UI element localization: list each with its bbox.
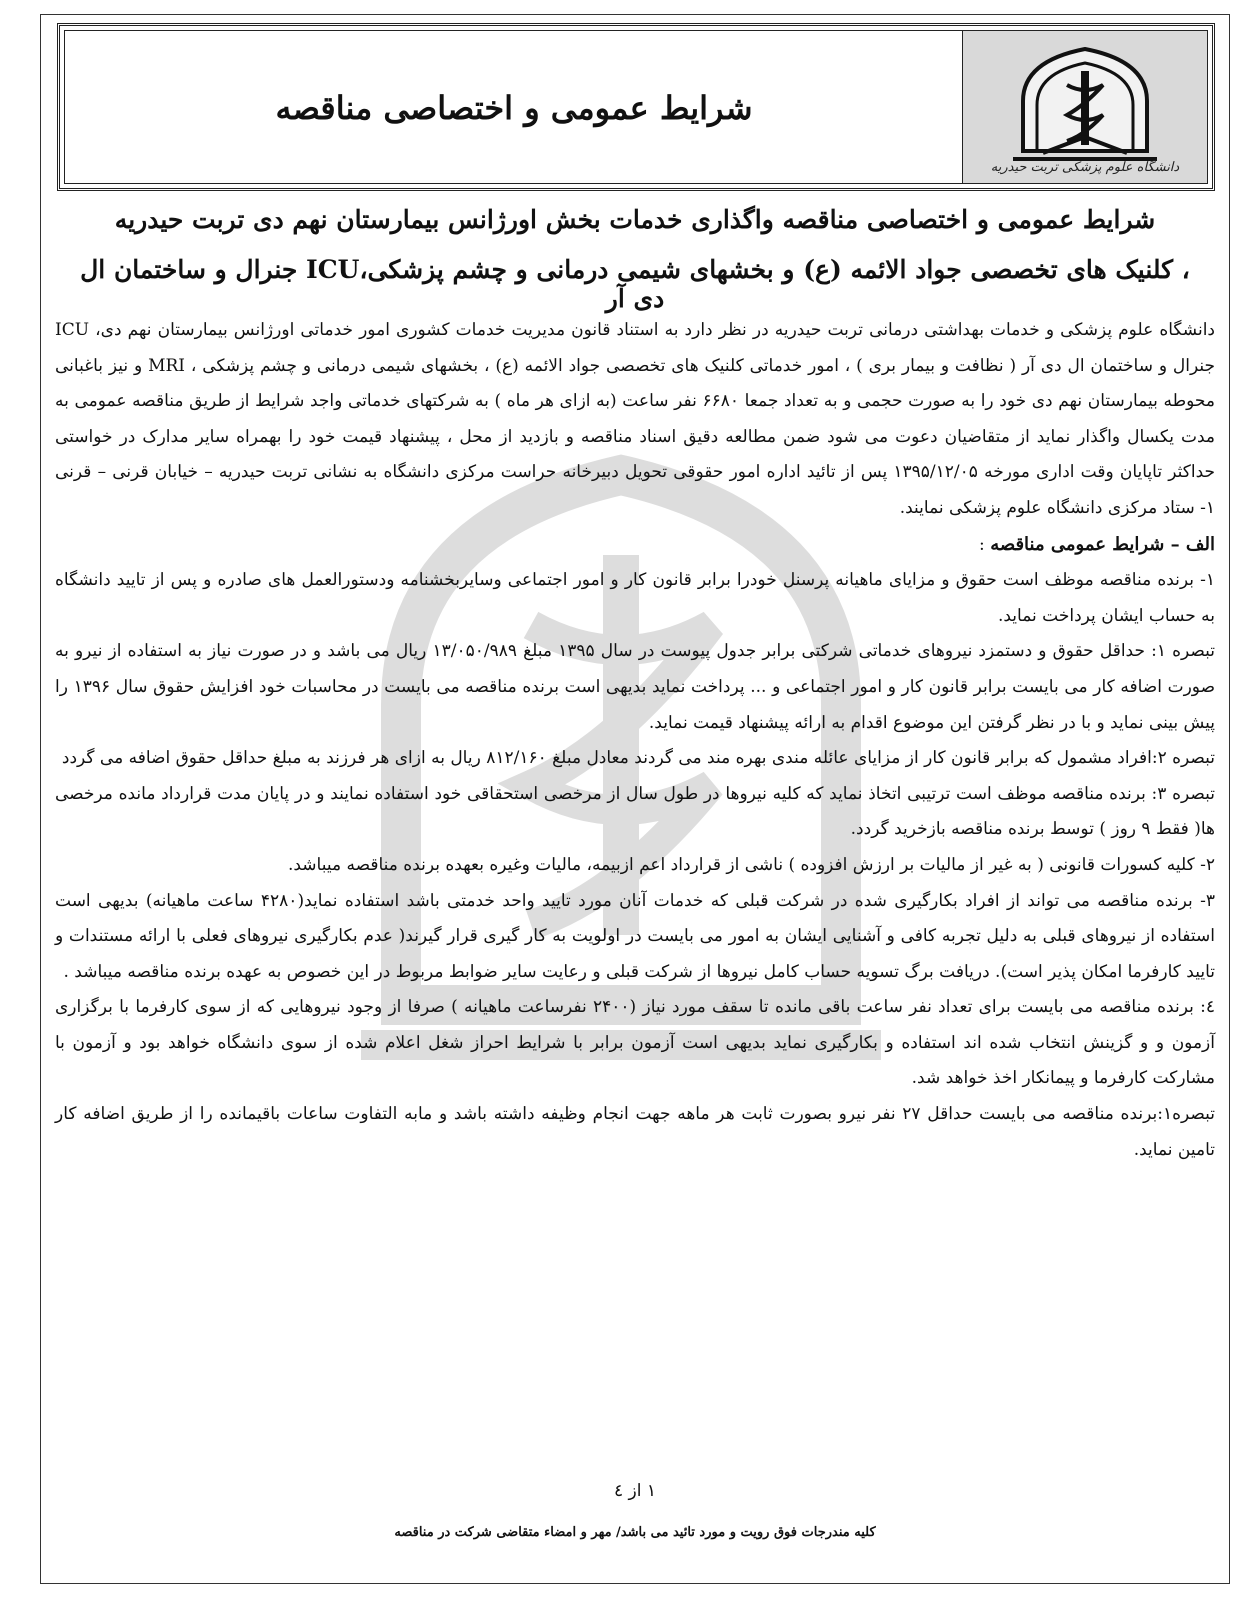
body-text xyxy=(55,313,1215,1168)
university-emblem-icon xyxy=(1003,41,1167,171)
logo-caption: دانشگاه علوم پزشکی تربت حیدریه xyxy=(990,160,1180,175)
item-3: ۳- برنده مناقصه می تواند از افراد بکارگیری شده در شرکت قبلی که خدمات آنان مورد تایید واحد خدمتی باشد استفاده نماید(۴۲۸۰ ساعت ماهیانه) بدیهی است استفاده از نیروهای قبلی به دلیل تجربه کافی و آشنایی ایشان به امور می بایست در اولویت به کار گیری قرار گیرند( عدم بکارگیری نیروهای فعلی با ارائه مستندات و تایید کارفرما امکان پذیر است). دریافت برگ تسویه حساب کامل نیروها از شرکت قبلی و رعایت سایر ضوابط مربوط در این خصوص به عهده برنده مناقصه میباشد . xyxy=(55,890,1215,982)
note-4: تبصره۱:برنده مناقصه می بایست حداقل ۲۷ نفر نیرو بصورت ثابت هر ماهه جهت انجام وظیفه داشته باشد و مابه التفاوت ساعات باقیمانده را از طریق اضافه کار تامین نماید. xyxy=(55,1104,1215,1160)
section-a-title: الف – شرایط عمومی مناقصه xyxy=(990,533,1215,555)
item-4: ٤: برنده مناقصه می بایست برای تعداد نفر ساعت باقی مانده تا سقف مورد نیاز (۲۴۰۰ نفرساعت ماهیانه ) صرفا از وجود نیروهایی که از سوی کارفرما با برگزاری آزمون و و گزینش انتخاب شده اند استفاده و بکارگیری نماید بدیهی است آزمون برابر با شرایط احراز شغل اعلام شده از سوی دانشگاه خواهد بود و آزمون با مشارکت کارفرما و پیمانکار اخذ خواهد شد. xyxy=(55,997,1215,1089)
subtitle-line-2: ، کلنیک های تخصصی جواد الائمه (ع) و بخشهای شیمی درمانی و چشم پزشکی،ICU جنرال و ساختمان ال دی آر xyxy=(80,255,1190,313)
section-a-heading xyxy=(55,527,1215,564)
header-box xyxy=(57,23,1215,191)
subtitle-line-1: شرایط عمومی و اختصاصی مناقصه واگذاری خدمات بخش اورژانس بیمارستان نهم دی تربت حیدریه xyxy=(114,205,1156,234)
document-page xyxy=(40,14,1230,1584)
header-inner xyxy=(64,30,1208,184)
page-number: ۱ از ٤ xyxy=(613,1481,657,1501)
note-1: تبصره ۱: حداقل حقوق و دستمزد نیروهای خدماتی شرکتی برابر جدول پیوست در سال ۱۳۹۵ مبلغ ۱۳/۰۵۰/۹۸۹ ریال می باشد و در صورت نیاز به استفاده از نیرو به صورت اضافه کار می بایست برابر قانون کار و امور اجتماعی و ... پرداخت نماید بدیهی است برنده مناقصه می بایست در محاسبات خود افزایش حقوق سال ۱۳۹۶ را پیش بینی نماید و با در نظر گرفتن این موضوع اقدام به ارائه پیشنهاد قیمت نماید. xyxy=(55,641,1216,733)
note-3: تبصره ۳: برنده مناقصه موظف است ترتیبی اتخاذ نماید که کلیه نیروها در طول سال از مرخصی استحقاقی خود استفاده نمایند و در پایان مدت قرارداد مانده مرخصی ها( فقط ۹ روز ) توسط برنده مناقصه بازخرید گردد. xyxy=(55,783,1215,840)
item-2: ۲- کلیه کسورات قانونی ( به غیر از مالیات بر ارزش افزوده ) ناشی از قرارداد اعم ازبیمه، مالیات وغیره بعهده برنده مناقصه میباشد. xyxy=(287,854,1215,875)
intro-paragraph: دانشگاه علوم پزشکی و خدمات بهداشتی درمانی تربت حیدریه در نظر دارد به استناد قانون مدیریت خدمات کشوری امور خدماتی اورژانس بیمارستان نهم دی، ICU جنرال و ساختمان ال دی آر ( نظافت و بیمار بری ) ، امور خدماتی کلنیک های تخصصی جواد الائمه (ع) ، بخشهای شیمی درمانی و چشم پزشکی ، MRI و نیز باغبانی محوطه بیمارستان نهم دی خود را به صورت حجمی و به تعداد جمعا ۶۶۸۰ نفر ساعت (به ازای هر ماه ) به شرکتهای خدماتی واجد شرایط از طریق مناقصه عمومی به مدت یکسال واگذار نماید از متقاضیان دعوت می شود ضمن مطالعه دقیق اسناد مناقصه و بازدید از محل ، پیشنهاد قیمت خود را بهمراه سایر مدارک در خواستی حداکثر تاپایان وقت اداری مورخه ۱۳۹۵/۱۲/۰۵ پس از تائید اداره امور حقوقی تحویل دبیرخانه حراست مرکزی دانشگاه به نشانی تربت حیدریه – خیابان قرنی – قرنی ۱- ستاد مرکزی دانشگاه علوم پزشکی نمایند. xyxy=(55,320,1216,518)
page-title: شرایط عمومی و اختصاصی مناقصه xyxy=(275,89,753,127)
logo-cell xyxy=(962,31,1207,183)
item-1: ۱- برنده مناقصه موظف است حقوق و مزایای ماهیانه پرسنل خودرا برابر قانون کار و امور اجتماعی وسایربخشنامه ودستورالعمل های صادره و پس از تایید دانشگاه به حساب ایشان پرداخت نماید. xyxy=(55,570,1215,626)
note-2: تبصره ۲:افراد مشمول که برابر قانون کار از مزایای عائله مندی بهره مند می گردند معادل مبلغ ۸۱۲/۱۶۰ ریال به ازای هر فرزند به مبلغ حداقل حقوق اضافه می گردد xyxy=(61,748,1215,769)
footer-note: کلیه مندرجات فوق رویت و مورد تائید می باشد/ مهر و امضاء متقاضی شرکت در مناقصه xyxy=(394,1525,876,1540)
section-a-colon: : xyxy=(979,534,991,555)
